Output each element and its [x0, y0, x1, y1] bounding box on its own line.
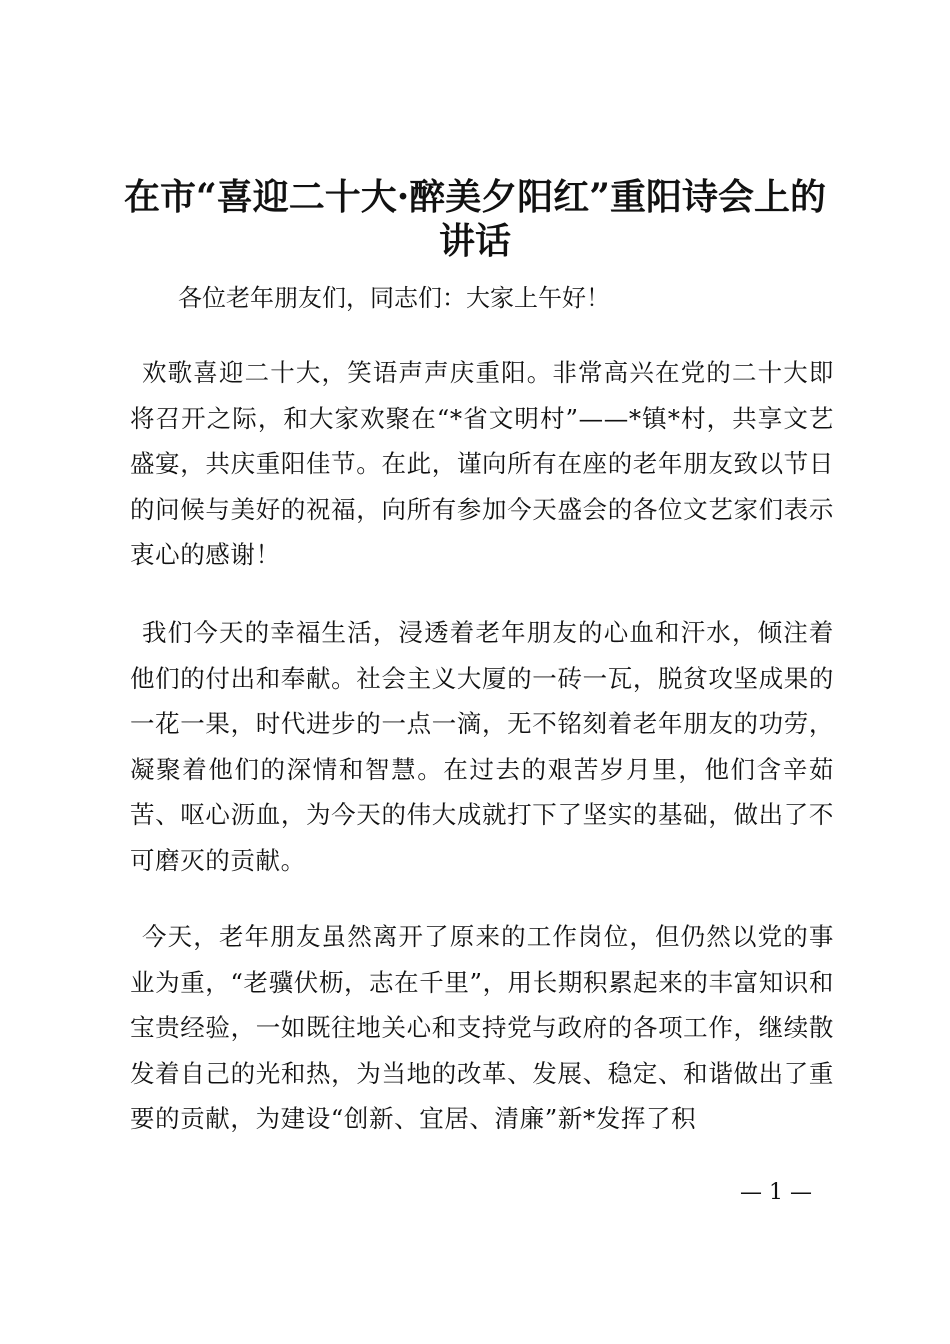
- paragraph-1: 欢歌喜迎二十大，笑语声声庆重阳。非常高兴在党的二十大即将召开之际，和大家欢聚在“*省文明村”——*镇*村，共享文艺盛宴，共庆重阳佳节。在此，谨向所有在座的老年朋友致以节日的问候与美好的祝福，向所有参加今天盛会的各位文艺家们表示衷心的感谢！: [130, 358, 834, 570]
- document-title: 在市“喜迎二十大·醉美夕阳红”重阳诗会上的讲话: [124, 176, 826, 262]
- greeting-line: 各位老年朋友们，同志们：大家上午好！: [178, 284, 610, 312]
- paragraph-2: 我们今天的幸福生活，浸透着老年朋友的心血和汗水，倾注着他们的付出和奉献。社会主义大厦的一砖一瓦，脱贫攻坚成果的一花一果，时代进步的一点一滴，无不铭刻着老年朋友的功劳，凝聚着他们的深情和智慧。在过去的艰苦岁月里，他们含辛茹苦、呕心沥血，为今天的伟大成就打下了坚实的基础，做出了不可磨灭的贡献。: [130, 618, 834, 875]
- page-number: — 1 —: [740, 1180, 812, 1205]
- paragraph-3: 今天，老年朋友虽然离开了原来的工作岗位，但仍然以党的事业为重，“老骥伏枥，志在千里”，用长期积累起来的丰富知识和宝贵经验，一如既往地关心和支持党与政府的各项工作，继续散发着自己的光和热，为当地的改革、发展、稳定、和谐做出了重要的贡献，为建设“创新、宜居、清廉”新*发挥了积: [130, 922, 834, 1134]
